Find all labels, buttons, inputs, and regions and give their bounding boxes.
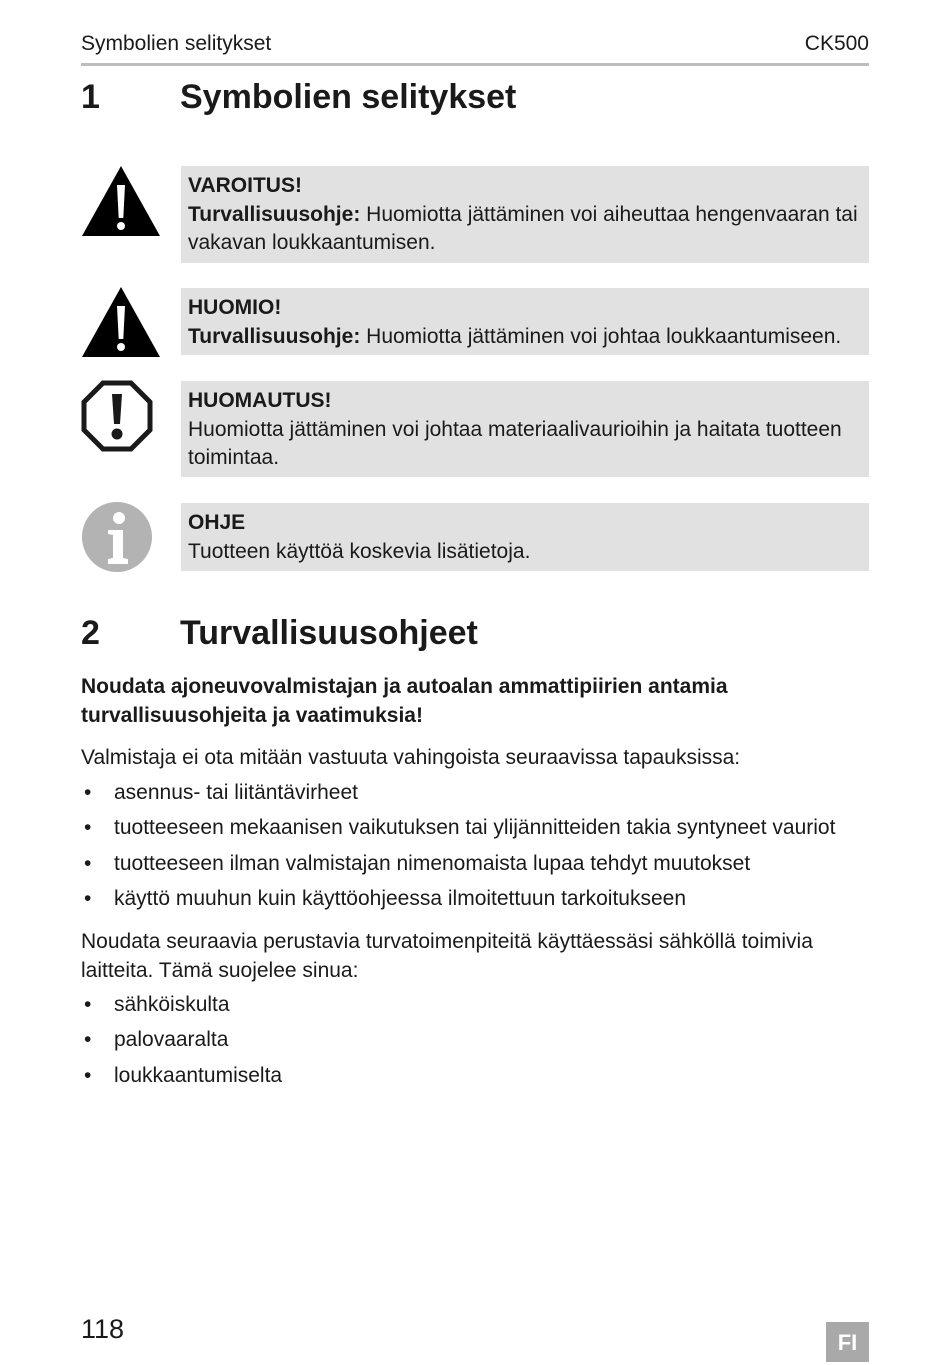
hazard-list xyxy=(81,991,871,1097)
notice-text: Huomiotta jättäminen voi aiheuttaa hengenvaaran tai vakavan loukkaantumisen. xyxy=(188,202,858,254)
notice-text: Tuotteen käyttöä koskevia lisätietoja. xyxy=(188,539,531,563)
bullet: • xyxy=(84,993,92,1016)
running-header xyxy=(81,30,869,66)
safety-intro-bold: Noudata ajoneuvovalmistajan ja autoalan ammattipiirien antamia turvallisuusohjeita ja vaatimuksia! xyxy=(81,675,728,727)
list-item: • tuotteeseen mekaanisen vaikutuksen tai ylijännitteiden takia syntyneet vauriot xyxy=(81,814,871,849)
language-badge: FI xyxy=(826,1322,869,1362)
section-1-title: Symbolien selitykset xyxy=(180,78,517,116)
bullet: • xyxy=(84,816,92,840)
notice-caution xyxy=(181,288,869,355)
notice-text: Huomiotta jättäminen voi johtaa loukkaantumiseen. xyxy=(360,324,842,348)
bullet: • xyxy=(84,1063,92,1087)
bullet: • xyxy=(84,886,92,910)
bullet: • xyxy=(84,1028,92,1052)
liability-list xyxy=(81,779,871,920)
bullet: • xyxy=(84,851,92,875)
warning-triangle-icon xyxy=(81,165,161,237)
page-number: 118 xyxy=(81,1314,125,1344)
precautions-paragraph: Noudata seuraavia perustavia turvatoimenpiteitä käyttäessäsi sähköllä toimivia laitteita. Tämä suojelee sinua: xyxy=(81,930,813,982)
octagon-exclamation-icon xyxy=(81,380,161,452)
notice-title: OHJE xyxy=(188,511,246,534)
section-1-heading xyxy=(81,78,516,117)
section-1-number: 1 xyxy=(81,78,100,116)
notice-lead: Turvallisuusohje: xyxy=(188,202,361,226)
warning-triangle-icon xyxy=(81,286,161,358)
list-item: • palovaaralta xyxy=(81,1026,871,1061)
section-2-title: Turvallisuusohjeet xyxy=(180,614,478,652)
notice-notice xyxy=(181,381,869,477)
bullet: • xyxy=(84,781,92,804)
notice-lead: Turvallisuusohje: xyxy=(188,324,361,348)
list-item: • sähköiskulta xyxy=(81,991,871,1026)
header-section-title: Symbolien selitykset xyxy=(81,32,272,55)
list-item: • asennus- tai liitäntävirheet xyxy=(81,779,871,814)
section-2-number: 2 xyxy=(81,614,100,652)
liability-paragraph: Valmistaja ei ota mitään vastuuta vahingoista seuraavissa tapauksissa: xyxy=(81,746,741,769)
notice-warning xyxy=(181,166,869,263)
info-icon xyxy=(81,501,161,573)
list-item: • käyttö muuhun kuin käyttöohjeessa ilmoitettuun tarkoitukseen xyxy=(81,885,871,920)
list-item: • loukkaantumiselta xyxy=(81,1062,871,1097)
notice-info xyxy=(181,503,869,571)
notice-text: Huomiotta jättäminen voi johtaa materiaalivaurioihin ja haitata tuotteen toimintaa. xyxy=(188,417,842,469)
notice-title: VAROITUS! xyxy=(188,174,302,197)
section-2-heading xyxy=(81,614,478,653)
notice-title: HUOMIO! xyxy=(188,296,282,319)
header-product-code: CK500 xyxy=(804,32,869,55)
notice-title: HUOMAUTUS! xyxy=(188,389,332,412)
list-item: • tuotteeseen ilman valmistajan nimenomaista lupaa tehdyt muutokset xyxy=(81,850,871,885)
